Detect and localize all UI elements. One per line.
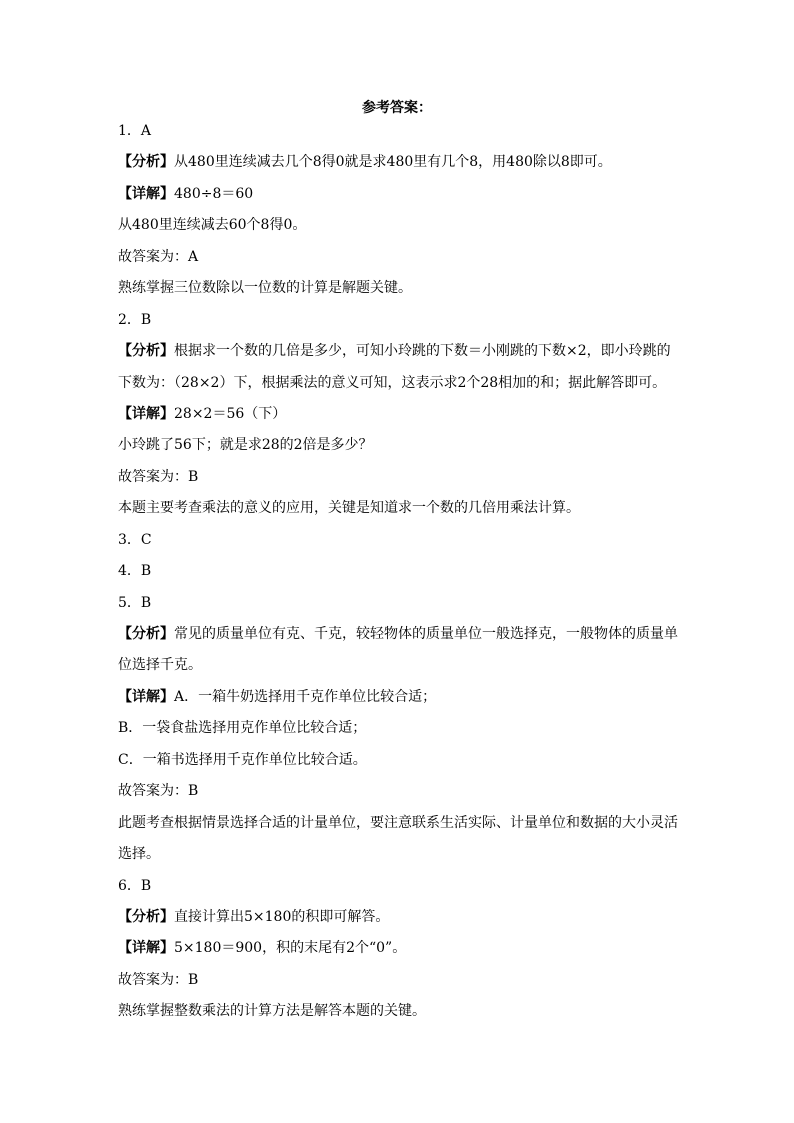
page-title: 参考答案： [362,100,432,116]
analysis-text: 【分析】常见的质量单位有克、千克，较轻物体的质量单位一般选择克，一般物体的质量单位选择千克。 [118,626,678,674]
detail-text: 【详解】5×180＝900，积的末尾有2个“0”。 [118,940,407,957]
detail-text: B．一袋食盐选择用克作单位比较合适； [118,720,367,737]
comment-text: 此题考查根据情景选择合适的计量单位，要注意联系生活实际、计量单位和数据的大小灵活选择。 [118,814,678,863]
answer-text: 故答案为：B [118,783,199,800]
detail-text: 【详解】28×2＝56（下） [118,405,287,422]
comment-text: 熟练掌握三位数除以一位数的计算是解题关键。 [118,280,412,297]
detail-text: 【详解】A．一箱牛奶选择用千克作单位比较合适； [118,688,437,705]
section-tag: 【详解】 [118,405,174,422]
section-tag: 【详解】 [118,688,174,705]
answer-text: 故答案为：B [118,468,199,485]
section-tag: 【分析】 [118,343,174,360]
answer-number: 4．B [118,563,152,580]
comment-text: 本题主要考查乘法的意义的应用，关键是知道求一个数的几倍用乘法计算。 [118,500,580,517]
detail-text: 从480里连续减去60个8得0。 [118,217,307,234]
detail-text: C．一箱书选择用千克作单位比较合适。 [118,751,367,768]
answer-number: 3．C [118,531,152,548]
answer-text: 故答案为：B [118,971,199,988]
detail-text: 【详解】480÷8＝60 [118,185,254,202]
detail-text: 小玲跳了56下；就是求28的2倍是多少？ [118,437,373,454]
answer-text: 故答案为：A [118,248,199,265]
section-tag: 【详解】 [118,185,174,202]
comment-text: 熟练掌握整数乘法的计算方法是解答本题的关键。 [118,1003,426,1020]
analysis-text: 【分析】直接计算出5×180的积即可解答。 [118,909,390,926]
analysis-text: 【分析】从480里连续减去几个8得0就是求480里有几个8，用480除以8即可。 [118,154,612,171]
analysis-text: 【分析】根据求一个数的几倍是多少，可知小玲跳的下数＝小刚跳的下数×2，即小玲跳的下数为：（28×2）下，根据乘法的意义可知，这表示求2个28相加的和；据此解答即可。 [118,343,671,391]
answer-number: 1．A [118,123,152,139]
section-tag: 【详解】 [118,940,174,957]
answer-content [118,121,680,1033]
section-tag: 【分析】 [118,626,174,643]
section-tag: 【分析】 [118,909,174,926]
answer-number: 6．B [118,877,152,894]
answer-number: 5．B [118,594,152,611]
section-tag: 【分析】 [118,154,174,171]
answer-number: 2．B [118,311,152,328]
